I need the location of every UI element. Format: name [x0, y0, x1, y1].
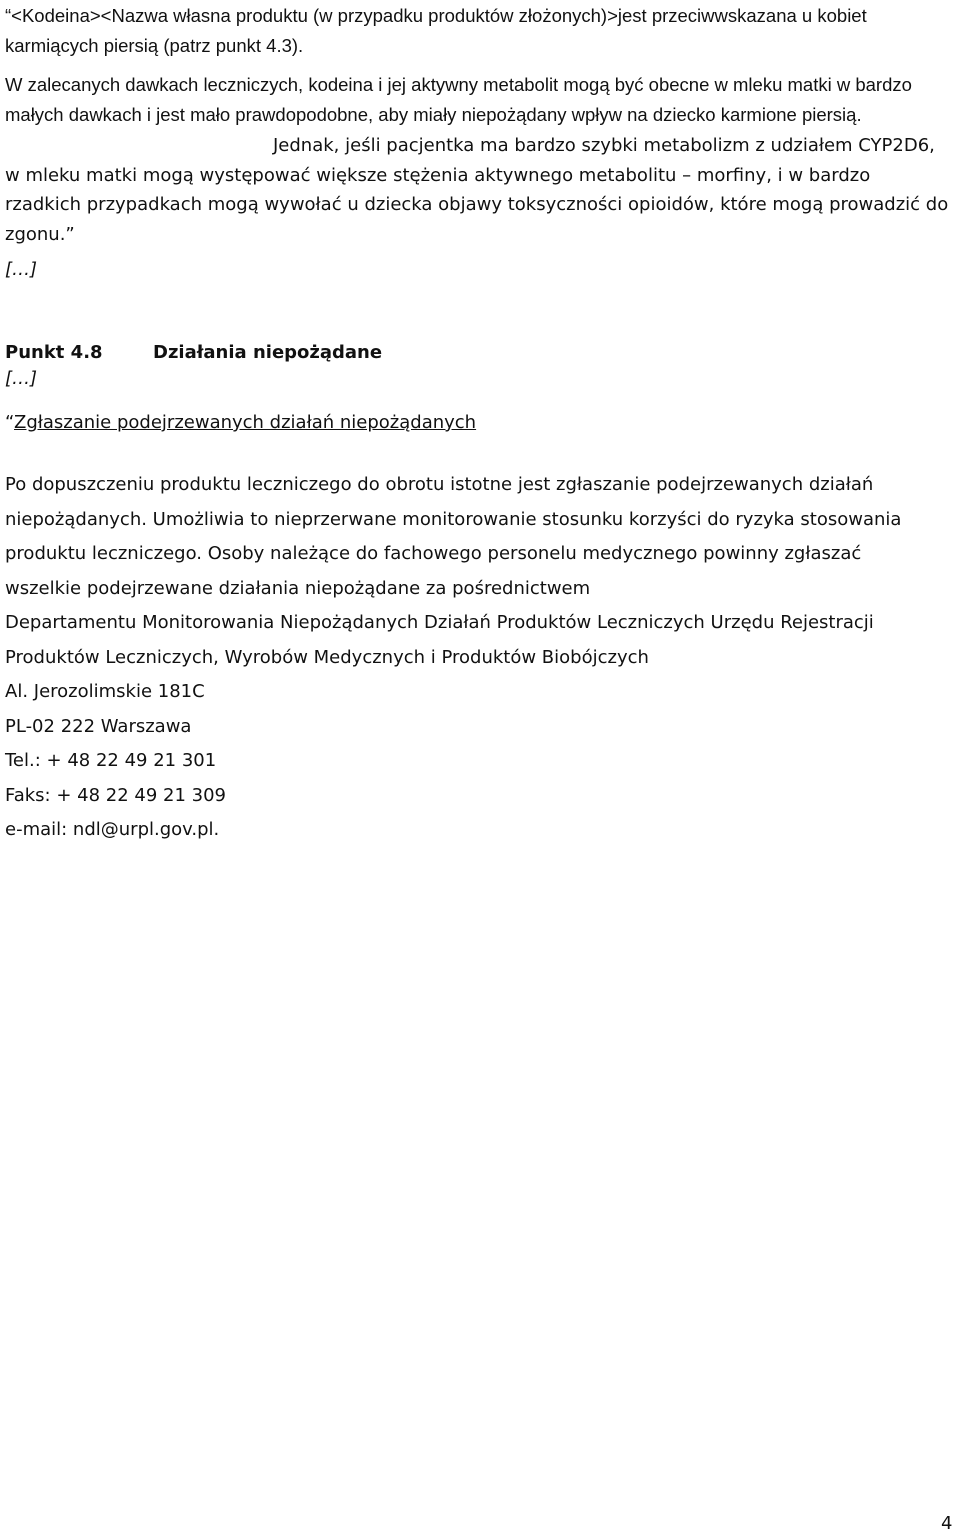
address-street: Al. Jerozolimskie 181C: [5, 681, 205, 702]
section-heading: [5, 340, 950, 366]
agency-name-line: Produktów Leczniczych, Wyrobów Medycznych i Produktów Biobójczych: [5, 646, 649, 668]
fax-number: Faks: + 48 22 49 21 309: [5, 784, 226, 806]
text-line: wszelkie podejrzewane działania niepożądane za pośrednictwem: [5, 577, 591, 599]
opening-quote: “: [5, 412, 15, 433]
breastfeeding-paragraph-text: Jednak, jeśli pacjentka ma bardzo szybki metabolizm z udziałem CYP2D6, w mleku matki mogą występować większe stężenia aktywnego metabolitu – morfiny, i w bardzo rzadkich przypadkach mogą wywołać u dziecka objawy toksyczności opioidów, które mogą prowadzić do zgonu.”: [5, 135, 949, 245]
page-number: 4: [941, 1513, 953, 1534]
section-number: Punkt 4.8: [5, 342, 103, 363]
contraindication-paragraph: “<Kodeina><Nazwa własna produktu (w przypadku produktów złożonych)>jest przeciwwskazana u kobiet karmiących piersią (patrz punkt 4.3).: [5, 5, 867, 56]
text-line: Po dopuszczeniu produktu leczniczego do obrotu istotne jest zgłaszanie podejrzewanych działań: [5, 474, 874, 495]
subheading-text: Zgłaszanie podejrzewanych działań niepożądanych: [14, 412, 477, 433]
agency-name-line: Departamentu Monitorowania Niepożądanych Działań Produktów Leczniczych Urzędu Rejestracji: [5, 612, 874, 633]
breastfeeding-paragraph-part1: W zalecanych dawkach leczniczych, kodeina i jej aktywny metabolit mogą być obecne w mleku matki w bardzo małych dawkach i jest mało prawdopodobne, aby miały niepożądany wpływ na dziecko karmione piersią.: [5, 74, 912, 125]
address-city: PL-02 222 Warszawa: [5, 715, 192, 737]
omission-marker: […]: [5, 368, 38, 389]
reporting-section: [5, 468, 950, 848]
subheading: [5, 410, 950, 436]
section-title: Działania niepożądane: [153, 342, 383, 363]
text-line: produktu leczniczego. Osoby należące do fachowego personelu medycznego powinny zgłaszać: [5, 543, 862, 564]
phone-number: Tel.: + 48 22 49 21 301: [5, 750, 217, 771]
email-address: e-mail: ndl@urpl.gov.pl.: [5, 819, 220, 840]
omission-marker: […]: [5, 259, 38, 280]
text-line: niepożądanych. Umożliwia to nieprzerwane monitorowanie stosunku korzyści do ryzyka stosowania: [5, 508, 902, 530]
breastfeeding-paragraph-part2: [5, 131, 950, 249]
